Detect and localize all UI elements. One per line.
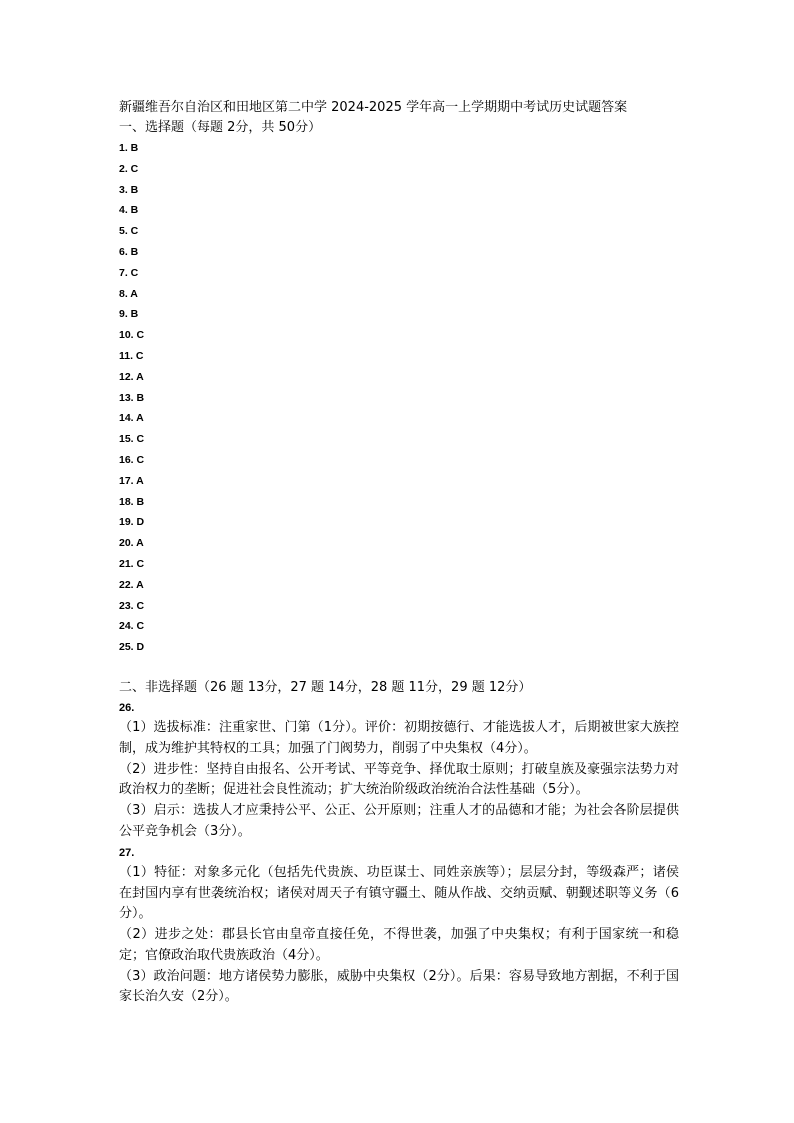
answer-item: 13. B <box>119 391 145 404</box>
answer-item: 5. C <box>119 225 139 238</box>
answer-item: 1. B <box>119 142 139 154</box>
answer-item: 16. C <box>119 453 145 466</box>
answer-item: 9. B <box>119 308 139 321</box>
answer-item: 17. A <box>119 474 144 487</box>
question-27-part-3: （3）政治问题：地方诸侯势力膨胀，威胁中央集权（2分）。后果：容易导致地方割据，不利于国家长治久安（2分）。 <box>119 968 679 1005</box>
answer-item: 15. C <box>119 433 145 446</box>
answer-item: 23. C <box>119 599 145 612</box>
question-27-number: 27. <box>119 846 135 859</box>
answer-item: 3. B <box>119 183 139 196</box>
answer-item: 12. A <box>119 370 144 383</box>
question-27-part-1: （1）特征：对象多元化（包括先代贵族、功臣谋士、同姓亲族等）；层层分封，等级森严；诸侯在封国内享有世袭统治权；诸侯对周天子有镇守疆土、随从作战、交纳贡赋、朝觐述职等义务（6分）。 <box>119 864 679 922</box>
section-spacer <box>119 658 679 678</box>
answer-item: 25. D <box>119 641 145 654</box>
answer-item: 20. A <box>119 537 144 550</box>
answer-list <box>119 138 679 658</box>
section-2-heading: 二、非选择题（26 题 13分，27 题 14分，28 题 11分，29 题 12分） <box>119 679 532 695</box>
answer-item: 2. C <box>119 162 139 175</box>
answer-item: 7. C <box>119 266 139 279</box>
answer-item: 10. C <box>119 329 145 342</box>
answer-item: 18. B <box>119 495 145 508</box>
document-title: 新疆维吾尔自治区和田地区第二中学 2024-2025 学年高一上学期期中考试历史试题答案 <box>119 100 628 115</box>
answer-item: 21. C <box>119 557 145 570</box>
question-26-number: 26. <box>119 701 135 714</box>
question-27-part-2: （2）进步之处：郡县长官由皇帝直接任免，不得世袭，加强了中央集权；有利于国家统一和稳定；官僚政治取代贵族政治（4分）。 <box>119 927 679 963</box>
answer-item: 6. B <box>119 245 139 258</box>
answer-item: 8. A <box>119 287 138 300</box>
answer-item: 4. B <box>119 204 139 217</box>
answer-item: 19. D <box>119 516 145 529</box>
question-26-part-2: （2）进步性：坚持自由报名、公开考试、平等竞争、择优取士原则；打破皇族及豪强宗法势力对政治权力的垄断；促进社会良性流动；扩大统治阶级政治统治合法性基础（5分）。 <box>119 761 679 798</box>
answer-item: 14. A <box>119 412 144 425</box>
question-26-part-1: （1）选拔标准：注重家世、门第（1分）。评价：初期按德行、才能选拔人才，后期被世家大族控制，成为维护其特权的工具；加强了门阀势力，削弱了中央集权（4分）。 <box>119 719 679 756</box>
document-content <box>119 98 679 1008</box>
answer-item: 11. C <box>119 349 144 362</box>
answer-item: 24. C <box>119 620 145 633</box>
question-26-part-3: （3）启示：选拔人才应秉持公平、公正、公开原则；注重人才的品德和才能；为社会各阶层提供公平竞争机会（3分）。 <box>119 803 679 839</box>
section-1-heading: 一、选择题（每题 2分，共 50分） <box>119 120 322 135</box>
answer-item: 22. A <box>119 578 144 591</box>
